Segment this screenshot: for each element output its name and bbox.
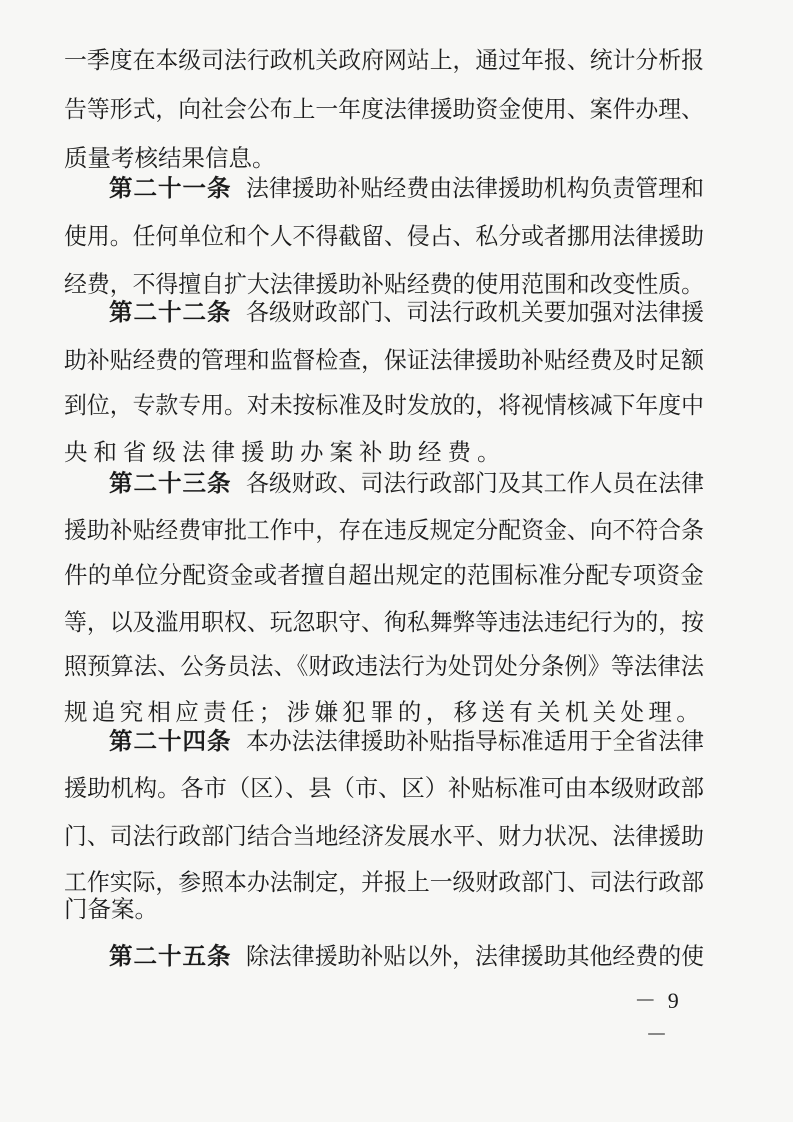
- line-text: 质量考核结果信息。: [64, 144, 276, 172]
- text-line: [0, 385, 793, 425]
- text-line: [0, 602, 793, 642]
- text-line: [0, 89, 793, 129]
- text-line: [0, 889, 793, 929]
- article-number: 第二十五条: [109, 942, 232, 970]
- text-line: [0, 510, 793, 550]
- text-line: [0, 40, 793, 80]
- line-text: 除法律援助补贴以外，法律援助其他经费的使: [246, 942, 705, 970]
- text-line: [0, 216, 793, 256]
- line-text: 门备案。: [64, 895, 158, 923]
- page-number: － 9 －: [634, 988, 682, 1047]
- line-text: 经费，不得擅自扩大法律援助补贴经费的使用范围和改变性质。: [64, 270, 704, 298]
- text-line: [0, 768, 793, 808]
- line-text: 助补贴经费的管理和监督检查，保证法律援助补贴经费及时足额: [64, 346, 704, 374]
- line-text: 法律援助补贴经费由法律援助机构负责管理和: [246, 174, 705, 202]
- line-text: 各级财政、司法行政部门及其工作人员在法律: [246, 469, 705, 497]
- article-line: [0, 292, 793, 332]
- line-text: 援助补贴经费审批工作中，存在违反规定分配资金、向不符合条: [64, 516, 704, 544]
- text-line: [0, 816, 793, 856]
- article-line: [0, 463, 793, 503]
- line-text: 央和省级法律援助办案补助经费。: [64, 438, 507, 466]
- line-text: 门、司法行政部门结合当地经济发展水平、财力状况、法律援助: [64, 822, 704, 850]
- line-text: 一季度在本级司法行政机关政府网站上，通过年报、统计分析报: [64, 46, 704, 74]
- line-text: 等，以及滥用职权、玩忽职守、徇私舞弊等违法违纪行为的，按: [64, 608, 704, 636]
- line-text: 件的单位分配资金或者擅自超出规定的范围标准分配专项资金: [64, 561, 704, 589]
- line-text: 各级财政部门、司法行政机关要加强对法律援: [246, 298, 705, 326]
- text-line: [0, 555, 793, 595]
- article-number: 第二十二条: [109, 298, 232, 326]
- article-line: [0, 936, 793, 976]
- line-text: 使用。任何单位和个人不得截留、侵占、私分或者挪用法律援助: [64, 222, 704, 250]
- article-number: 第二十四条: [109, 727, 232, 755]
- text-line: [0, 340, 793, 380]
- line-text: 援助机构。各市（区）、县（市、区）补贴标准可由本级财政部: [64, 774, 704, 802]
- line-text: 照预算法、公务员法、《财政违法行为处罚处分条例》等法律法: [64, 652, 704, 680]
- article-line: [0, 721, 793, 761]
- article-line: [0, 168, 793, 208]
- line-text: 告等形式，向社会公布上一年度法律援助资金使用、案件办理、: [64, 95, 704, 123]
- text-line: [0, 646, 793, 686]
- line-text: 本办法法律援助补贴指导标准适用于全省法律: [246, 727, 705, 755]
- line-text: 到位，专款专用。对未按标准及时发放的，将视情核减下年度中: [64, 391, 704, 419]
- article-number: 第二十一条: [109, 174, 232, 202]
- article-number: 第二十三条: [109, 469, 232, 497]
- line-text: 规追究相应责任；涉嫌犯罪的，移送有关机关处理。: [64, 698, 705, 726]
- line-text: 工作实际，参照本办法制定，并报上一级财政部门、司法行政部: [64, 868, 704, 896]
